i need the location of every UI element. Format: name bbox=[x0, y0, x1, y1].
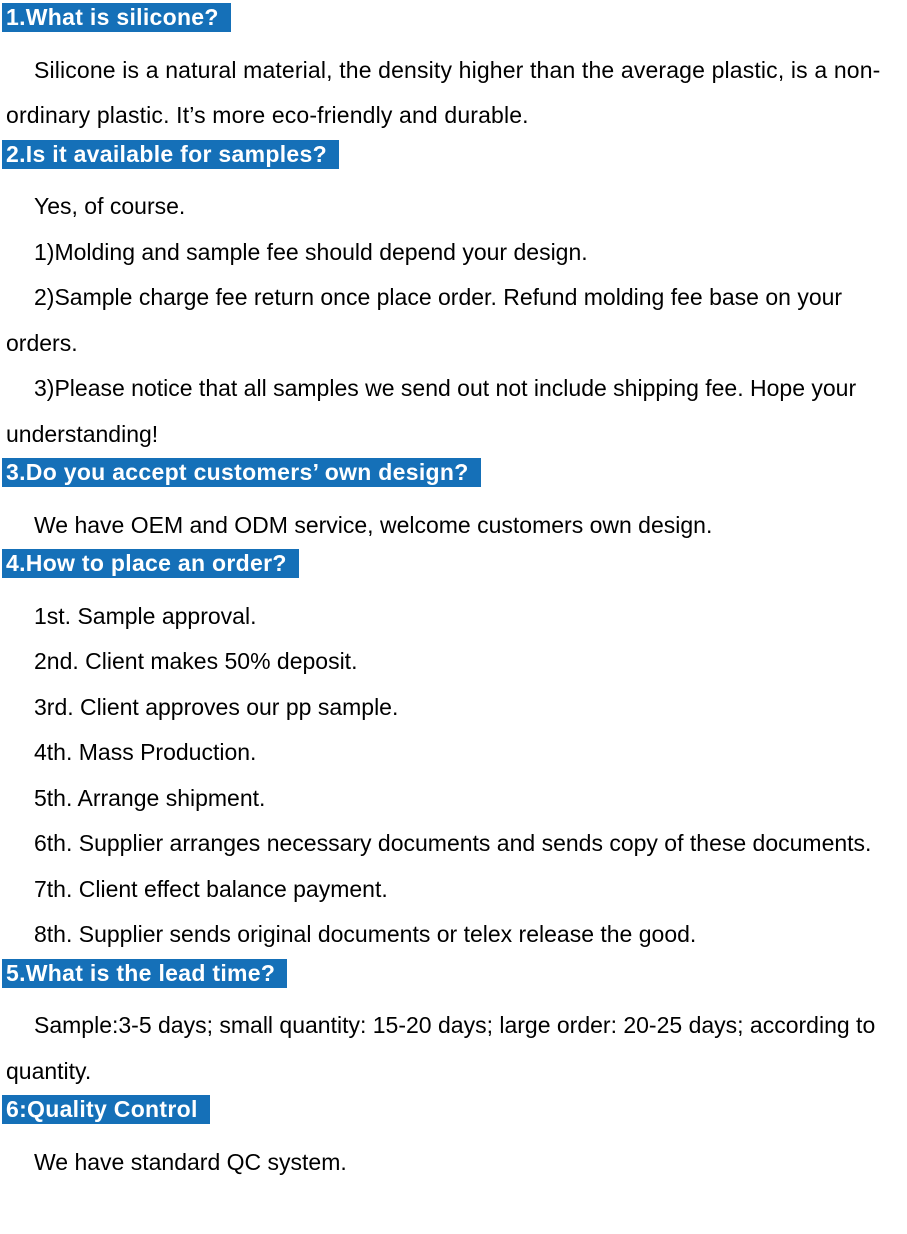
answer-line: We have OEM and ODM service, welcome customers own design. bbox=[34, 511, 713, 538]
answer-line: 6th. Supplier arranges necessary documents and sends copy of these documents. bbox=[34, 830, 872, 856]
answer-line: 2)Sample charge fee return once place order. Refund molding fee base on your orders. bbox=[6, 284, 843, 356]
faq-question-1 bbox=[0, 2, 907, 48]
answer-line: 3rd. Client approves our pp sample. bbox=[34, 693, 399, 720]
faq-question-5 bbox=[0, 958, 907, 1004]
faq-question-2 bbox=[0, 139, 907, 185]
question-heading: 1.What is silicone? bbox=[2, 3, 231, 32]
answer-line: 5th. Arrange shipment. bbox=[34, 784, 266, 811]
answer-line: 2nd. Client makes 50% deposit. bbox=[34, 648, 358, 674]
faq-question-4 bbox=[0, 548, 907, 594]
answer-line: We have standard QC system. bbox=[34, 1148, 347, 1175]
faq-question-6 bbox=[0, 1094, 907, 1140]
question-heading: 2.Is it available for samples? bbox=[2, 140, 339, 169]
answer-line: Sample:3-5 days; small quantity: 15-20 days; large order: 20-25 days; according to quantity. bbox=[6, 1012, 876, 1084]
answer-line: 8th. Supplier sends original documents or telex release the good. bbox=[34, 921, 697, 947]
answer-line: 3)Please notice that all samples we send out not include shipping fee. Hope your understanding! bbox=[6, 375, 857, 447]
question-heading: 6:Quality Control bbox=[2, 1095, 210, 1124]
answer-line: Silicone is a natural material, the density higher than the average plastic, is a non-ordinary plastic. It’s more eco-friendly and durable. bbox=[6, 56, 881, 128]
answer-line: 7th. Client effect balance payment. bbox=[34, 875, 388, 902]
question-heading: 3.Do you accept customers’ own design? bbox=[2, 458, 481, 487]
answer-line: 1st. Sample approval. bbox=[34, 602, 257, 629]
question-heading: 4.How to place an order? bbox=[2, 549, 299, 578]
question-heading: 5.What is the lead time? bbox=[2, 959, 287, 988]
answer-line: 4th. Mass Production. bbox=[34, 739, 257, 765]
faq-question-3 bbox=[0, 457, 907, 503]
answer-line: 1)Molding and sample fee should depend your design. bbox=[34, 238, 588, 265]
answer-line: Yes, of course. bbox=[34, 193, 186, 219]
